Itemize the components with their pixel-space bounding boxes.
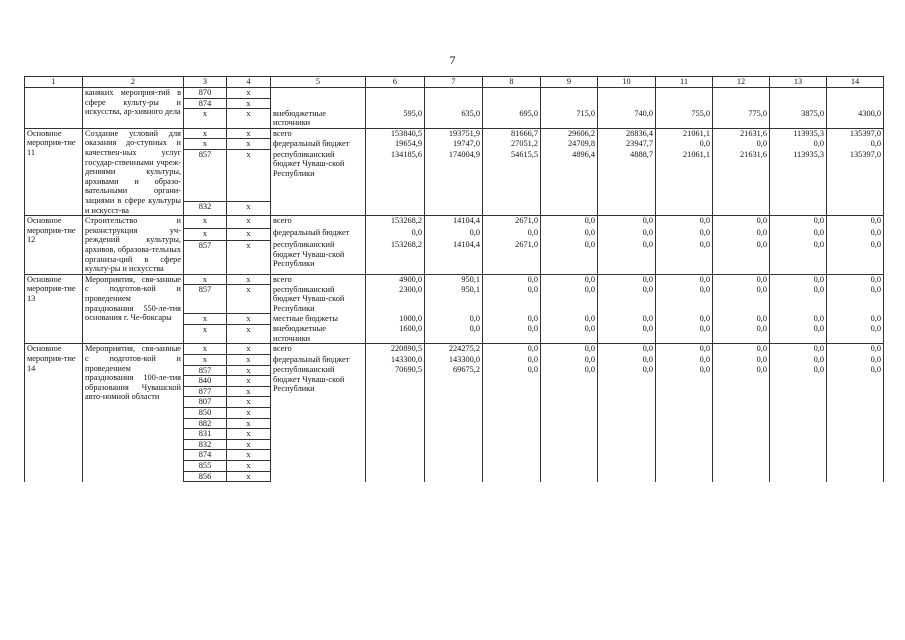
value-cell: 715,0	[541, 109, 598, 129]
value-cell: 0,0	[770, 285, 827, 314]
value-cell: 0,0	[713, 240, 770, 274]
value-cell: 0,0	[656, 240, 713, 274]
value-cell: 0,0	[827, 139, 884, 150]
table-row	[25, 216, 884, 228]
code-cell: x	[184, 139, 227, 150]
measure-description: Мероприятия, свя-занные с подготов-кой и проведением празднования 100-ле-тия образования Чувашской авто-номной области	[83, 344, 184, 482]
value-cell: 4896,4	[541, 150, 598, 216]
value-cell: 2300,0	[366, 285, 425, 314]
value-cell: 0,0	[598, 355, 656, 366]
code-cell: x	[227, 386, 271, 397]
code-cell: x	[227, 240, 271, 274]
value-cell: 174004,9	[425, 150, 483, 216]
value-cell: 0,0	[713, 285, 770, 314]
value-cell: 0,0	[598, 324, 656, 344]
value-cell: 0,0	[827, 314, 884, 325]
value-cell: 0,0	[656, 139, 713, 150]
code-cell: x	[227, 314, 271, 325]
value-cell: 0,0	[713, 324, 770, 344]
value-cell: 0,0	[656, 365, 713, 482]
value-cell: 21061,1	[656, 150, 713, 216]
value-cell: 21631,6	[713, 128, 770, 139]
value-cell: 143300,0	[366, 355, 425, 366]
value-cell: 0,0	[483, 344, 541, 355]
measure-description: каняких мероприя-тий в сфере культу-ры и искусства, ар-хивного дела	[83, 88, 184, 129]
funding-source: всего	[271, 128, 366, 139]
value-cell: 135397,0	[827, 128, 884, 139]
value-cell: 695,0	[483, 109, 541, 129]
funding-source: республиканский бюджет Чуваш-ской Республики	[271, 285, 366, 314]
code-cell: x	[184, 344, 227, 355]
value-cell: 19654,9	[366, 139, 425, 150]
value-cell: 69675,2	[425, 365, 483, 482]
value-cell: 635,0	[425, 109, 483, 129]
value-cell: 0,0	[483, 365, 541, 482]
value-cell: 28836,4	[598, 128, 656, 139]
value-cell: 0,0	[366, 228, 425, 240]
value-cell: 775,0	[713, 109, 770, 129]
code-cell: x	[184, 228, 227, 240]
value-cell: 0,0	[713, 344, 770, 355]
funding-source: всего	[271, 344, 366, 355]
measure-description: Создание условий для оказания до-ступных и качествен-ных услуг государ-ственными учреж-дениями культуры, архивами и образо-вательными органи-зациями в сфере культуры и искусст-ва	[83, 128, 184, 215]
code-cell: x	[227, 139, 271, 150]
code-cell: 832	[184, 201, 227, 216]
table-row	[25, 344, 884, 355]
code-cell: 870	[184, 88, 227, 99]
header-cell: 12	[713, 77, 770, 88]
value-cell: 0,0	[598, 274, 656, 285]
value-cell: 0,0	[770, 355, 827, 366]
value-cell: 0,0	[598, 228, 656, 240]
measure-name-cell: Основное мероприя-тие 13	[25, 274, 83, 344]
value-cell: 14104,4	[425, 216, 483, 228]
value-cell: 0,0	[713, 355, 770, 366]
value-cell: 134185,6	[366, 150, 425, 216]
code-cell: x	[184, 355, 227, 366]
code-cell: x	[227, 285, 271, 314]
value-cell: 0,0	[770, 274, 827, 285]
value-cell: 3875,0	[770, 109, 827, 129]
value-cell: 0,0	[541, 365, 598, 482]
measure-name-cell: Основное мероприя-тие 14	[25, 344, 83, 482]
code-cell: x	[227, 98, 271, 109]
value-cell	[541, 98, 598, 109]
funding-source: республиканский бюджет Чуваш-ской Республики	[271, 150, 366, 216]
table-row	[25, 128, 884, 139]
header-cell: 11	[656, 77, 713, 88]
code-cell: x	[227, 216, 271, 228]
code-cell: x	[227, 471, 271, 482]
value-cell	[770, 98, 827, 109]
value-cell	[598, 88, 656, 99]
value-cell: 0,0	[541, 274, 598, 285]
value-cell: 0,0	[713, 314, 770, 325]
code-cell: x	[227, 274, 271, 285]
value-cell: 0,0	[827, 365, 884, 482]
code-cell: x	[227, 365, 271, 376]
funding-source: федеральный бюджет	[271, 228, 366, 240]
value-cell: 0,0	[713, 228, 770, 240]
funding-source: внебюджетные источники	[271, 109, 366, 129]
value-cell: 0,0	[541, 240, 598, 274]
value-cell: 0,0	[713, 216, 770, 228]
value-cell: 0,0	[598, 314, 656, 325]
value-cell: 0,0	[425, 314, 483, 325]
measure-description: Строительство и реконструкция уч-реждений культуры, архивов, образова-тельных организа-ций в сфере культу-ры и искусства	[83, 216, 184, 275]
value-cell: 0,0	[483, 314, 541, 325]
code-cell: x	[227, 418, 271, 429]
value-cell: 0,0	[827, 324, 884, 344]
value-cell	[541, 88, 598, 99]
code-cell: 855	[184, 460, 227, 471]
value-cell: 0,0	[598, 285, 656, 314]
value-cell: 0,0	[656, 344, 713, 355]
value-cell: 21631,6	[713, 150, 770, 216]
value-cell: 54615,5	[483, 150, 541, 216]
funding-source: всего	[271, 274, 366, 285]
value-cell: 4300,0	[827, 109, 884, 129]
value-cell	[827, 98, 884, 109]
value-cell: 14104,4	[425, 240, 483, 274]
value-cell: 0,0	[598, 365, 656, 482]
value-cell: 19747,0	[425, 139, 483, 150]
value-cell: 0,0	[827, 216, 884, 228]
code-cell: 874	[184, 450, 227, 461]
value-cell: 113935,3	[770, 128, 827, 139]
value-cell: 1000,0	[366, 314, 425, 325]
code-cell: x	[227, 376, 271, 387]
value-cell: 113935,3	[770, 150, 827, 216]
value-cell: 23947,7	[598, 139, 656, 150]
value-cell: 0,0	[827, 228, 884, 240]
value-cell	[598, 98, 656, 109]
code-cell: 857	[184, 150, 227, 202]
value-cell: 0,0	[656, 216, 713, 228]
table-row	[25, 274, 884, 285]
value-cell	[483, 88, 541, 99]
code-cell: x	[227, 439, 271, 450]
funding-source: всего	[271, 216, 366, 228]
funding-source: федеральный бюджет	[271, 139, 366, 150]
code-cell: 807	[184, 397, 227, 408]
code-cell: x	[184, 128, 227, 139]
header-cell: 1	[25, 77, 83, 88]
code-cell: 874	[184, 98, 227, 109]
value-cell: 0,0	[770, 324, 827, 344]
code-cell: x	[227, 150, 271, 202]
value-cell	[366, 98, 425, 109]
code-cell: x	[227, 397, 271, 408]
code-cell: x	[227, 109, 271, 129]
table-row	[25, 88, 884, 99]
value-cell: 0,0	[827, 240, 884, 274]
code-cell: x	[184, 216, 227, 228]
funding-source: федеральный бюджет	[271, 355, 366, 366]
funding-source: внебюджетные источники	[271, 324, 366, 344]
code-cell: 856	[184, 471, 227, 482]
funding-source	[271, 88, 366, 99]
code-cell: 832	[184, 439, 227, 450]
value-cell: 0,0	[598, 240, 656, 274]
value-cell: 2671,0	[483, 216, 541, 228]
header-cell: 8	[483, 77, 541, 88]
code-cell: x	[184, 109, 227, 129]
value-cell: 0,0	[713, 139, 770, 150]
code-cell: 857	[184, 365, 227, 376]
value-cell: 0,0	[541, 216, 598, 228]
value-cell: 135397,0	[827, 150, 884, 216]
value-cell: 27051,2	[483, 139, 541, 150]
budget-table	[24, 76, 884, 482]
header-cell: 13	[770, 77, 827, 88]
header-cell: 7	[425, 77, 483, 88]
value-cell: 0,0	[541, 228, 598, 240]
value-cell: 0,0	[598, 216, 656, 228]
value-cell: 0,0	[541, 285, 598, 314]
value-cell: 2671,0	[483, 240, 541, 274]
code-cell: x	[184, 274, 227, 285]
header-cell: 9	[541, 77, 598, 88]
code-cell: x	[227, 408, 271, 419]
value-cell: 0,0	[770, 365, 827, 482]
value-cell: 0,0	[713, 274, 770, 285]
code-cell: 831	[184, 429, 227, 440]
value-cell	[483, 98, 541, 109]
value-cell: 0,0	[656, 228, 713, 240]
code-cell: x	[227, 88, 271, 99]
value-cell: 0,0	[713, 365, 770, 482]
measure-name-cell	[25, 88, 83, 129]
value-cell: 0,0	[541, 355, 598, 366]
value-cell: 21061,1	[656, 128, 713, 139]
value-cell: 0,0	[656, 324, 713, 344]
measure-name-cell: Основное мероприя-тие 11	[25, 128, 83, 215]
code-cell: 877	[184, 386, 227, 397]
value-cell: 153268,2	[366, 216, 425, 228]
value-cell: 0,0	[541, 344, 598, 355]
value-cell: 950,1	[425, 285, 483, 314]
value-cell: 24709,8	[541, 139, 598, 150]
code-cell: x	[227, 344, 271, 355]
value-cell: 4888,7	[598, 150, 656, 216]
header-cell: 10	[598, 77, 656, 88]
value-cell: 81666,7	[483, 128, 541, 139]
value-cell: 70690,5	[366, 365, 425, 482]
code-cell: 882	[184, 418, 227, 429]
code-cell: 857	[184, 240, 227, 274]
value-cell: 0,0	[770, 344, 827, 355]
funding-source: республиканский бюджет Чуваш-ской Республики	[271, 240, 366, 274]
value-cell: 0,0	[483, 228, 541, 240]
value-cell: 0,0	[770, 240, 827, 274]
funding-source	[271, 98, 366, 109]
value-cell: 0,0	[827, 274, 884, 285]
value-cell: 0,0	[656, 355, 713, 366]
code-cell: 840	[184, 376, 227, 387]
header-cell: 3	[184, 77, 227, 88]
table-body	[25, 77, 884, 482]
code-cell: 850	[184, 408, 227, 419]
value-cell: 220890,5	[366, 344, 425, 355]
value-cell: 193751,9	[425, 128, 483, 139]
header-cell: 4	[227, 77, 271, 88]
value-cell: 4900,0	[366, 274, 425, 285]
value-cell	[656, 98, 713, 109]
value-cell	[770, 88, 827, 99]
header-cell: 6	[366, 77, 425, 88]
code-cell: x	[227, 450, 271, 461]
value-cell: 0,0	[541, 324, 598, 344]
value-cell: 740,0	[598, 109, 656, 129]
value-cell	[425, 98, 483, 109]
code-cell: 857	[184, 285, 227, 314]
header-cell: 2	[83, 77, 184, 88]
value-cell: 755,0	[656, 109, 713, 129]
code-cell: x	[227, 324, 271, 344]
value-cell: 0,0	[770, 314, 827, 325]
funding-source: местные бюджеты	[271, 314, 366, 325]
code-cell: x	[227, 201, 271, 216]
code-cell: x	[227, 429, 271, 440]
value-cell: 0,0	[827, 285, 884, 314]
header-row	[25, 77, 884, 88]
value-cell	[366, 88, 425, 99]
value-cell: 0,0	[827, 355, 884, 366]
value-cell: 0,0	[656, 274, 713, 285]
value-cell: 0,0	[598, 344, 656, 355]
value-cell: 0,0	[483, 285, 541, 314]
value-cell	[713, 98, 770, 109]
code-cell: x	[227, 228, 271, 240]
value-cell: 153840,5	[366, 128, 425, 139]
value-cell	[827, 88, 884, 99]
header-cell: 14	[827, 77, 884, 88]
value-cell: 0,0	[770, 139, 827, 150]
code-cell: x	[227, 128, 271, 139]
value-cell: 0,0	[656, 314, 713, 325]
value-cell	[656, 88, 713, 99]
value-cell: 0,0	[827, 344, 884, 355]
value-cell: 29606,2	[541, 128, 598, 139]
page-number: 7	[449, 53, 456, 67]
value-cell: 1600,0	[366, 324, 425, 344]
funding-source: республиканский бюджет Чуваш-ской Республики	[271, 365, 366, 482]
value-cell: 0,0	[770, 228, 827, 240]
value-cell: 950,1	[425, 274, 483, 285]
code-cell: x	[227, 355, 271, 366]
value-cell: 0,0	[770, 216, 827, 228]
value-cell: 143300,0	[425, 355, 483, 366]
value-cell: 0,0	[425, 324, 483, 344]
value-cell: 0,0	[425, 228, 483, 240]
value-cell: 0,0	[656, 285, 713, 314]
code-cell: x	[184, 314, 227, 325]
value-cell: 0,0	[541, 314, 598, 325]
value-cell: 595,0	[366, 109, 425, 129]
value-cell	[425, 88, 483, 99]
header-cell: 5	[271, 77, 366, 88]
value-cell: 224275,2	[425, 344, 483, 355]
value-cell: 0,0	[483, 324, 541, 344]
value-cell: 153268,2	[366, 240, 425, 274]
code-cell: x	[184, 324, 227, 344]
value-cell: 0,0	[483, 355, 541, 366]
measure-description: Мероприятия, свя-занные с подготов-кой и проведением празднования 550-ле-тия основания г. Че-боксары	[83, 274, 184, 344]
value-cell	[713, 88, 770, 99]
measure-name-cell: Основное мероприя-тие 12	[25, 216, 83, 275]
code-cell: x	[227, 460, 271, 471]
value-cell: 0,0	[483, 274, 541, 285]
